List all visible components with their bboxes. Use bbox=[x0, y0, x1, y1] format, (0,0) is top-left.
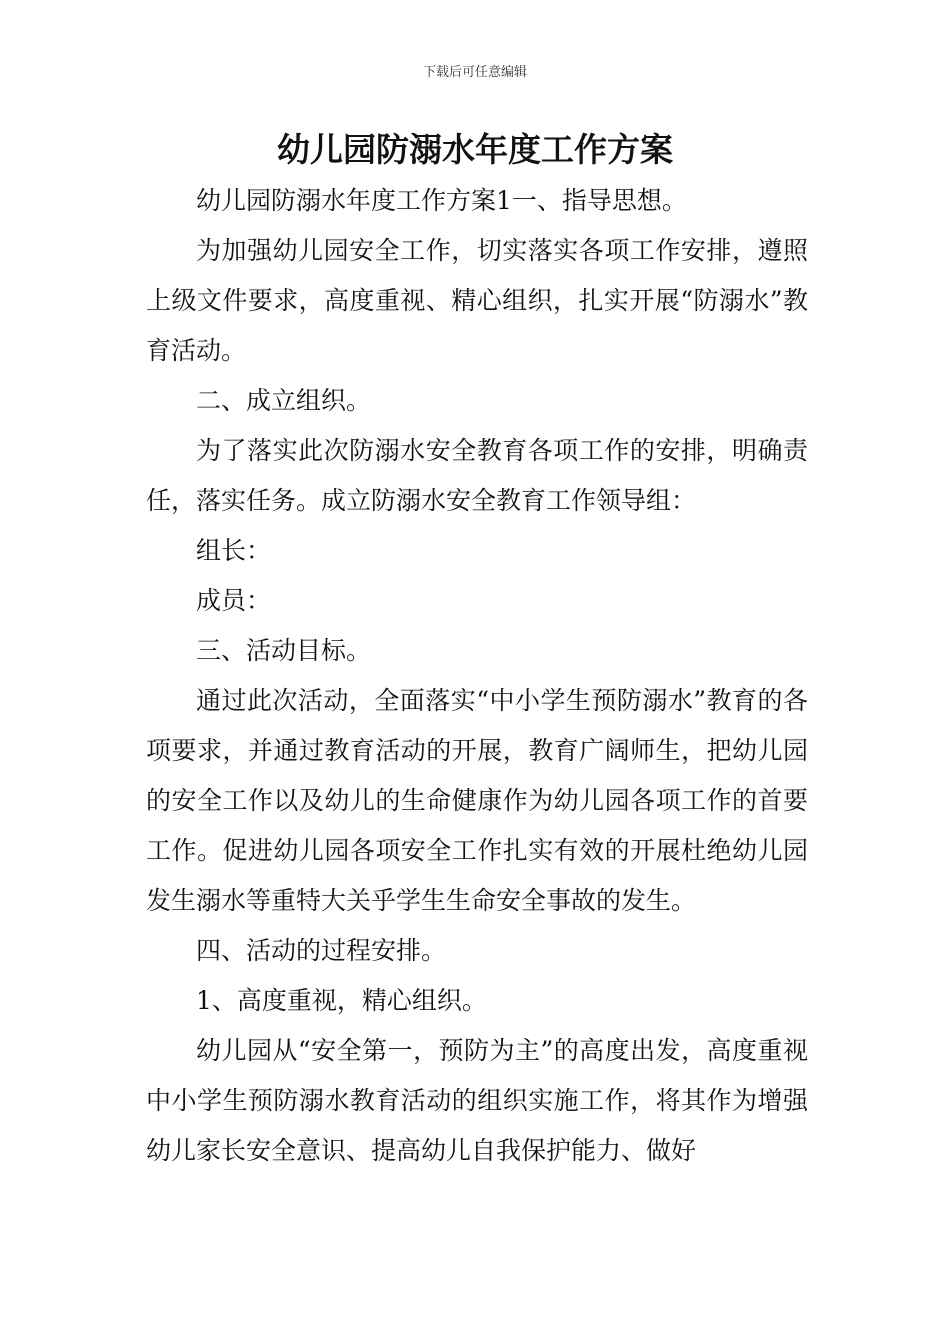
paragraph-guiding-thought: 为加强幼儿园安全工作，切实落实各项工作安排，遵照上级文件要求，高度重视、精心组织，扎实开展“防溺水”教育活动。 bbox=[146, 236, 808, 365]
section-heading-organization: 二、成立组织。 bbox=[196, 386, 372, 415]
section-heading-goals: 三、活动目标。 bbox=[196, 636, 372, 665]
paragraph-goals: 通过此次活动，全面落实“中小学生预防溺水”教育的各项要求，并通过教育活动的开展，教育广阔师生，把幼儿园的安全工作以及幼儿的生命健康作为幼儿园各项工作的首要工作。促进幼儿园各项安全工作扎实有效的开展杜绝幼儿园发生溺水等重特大关乎学生生命安全事故的发生。 bbox=[146, 686, 808, 915]
document-body bbox=[146, 176, 808, 1176]
paragraph-members: 成员： bbox=[196, 586, 272, 615]
header-note: 下载后可任意编辑 bbox=[422, 65, 527, 80]
paragraph-intro: 幼儿园防溺水年度工作方案1一、指导思想。 bbox=[196, 186, 687, 215]
document-title: 幼儿园防溺水年度工作方案 bbox=[277, 130, 673, 169]
paragraph-leader: 组长： bbox=[196, 536, 272, 565]
section-heading-process: 四、活动的过程安排。 bbox=[196, 936, 447, 965]
paragraph-attention: 幼儿园从“安全第一，预防为主”的高度出发，高度重视中小学生预防溺水教育活动的组织实施工作，将其作为增强幼儿家长安全意识、提高幼儿自我保护能力、做好 bbox=[146, 1036, 808, 1165]
paragraph-organization: 为了落实此次防溺水安全教育各项工作的安排，明确责任，落实任务。成立防溺水安全教育工作领导组： bbox=[146, 436, 808, 515]
subsection-heading-attention: 1、高度重视，精心组织。 bbox=[196, 986, 487, 1015]
